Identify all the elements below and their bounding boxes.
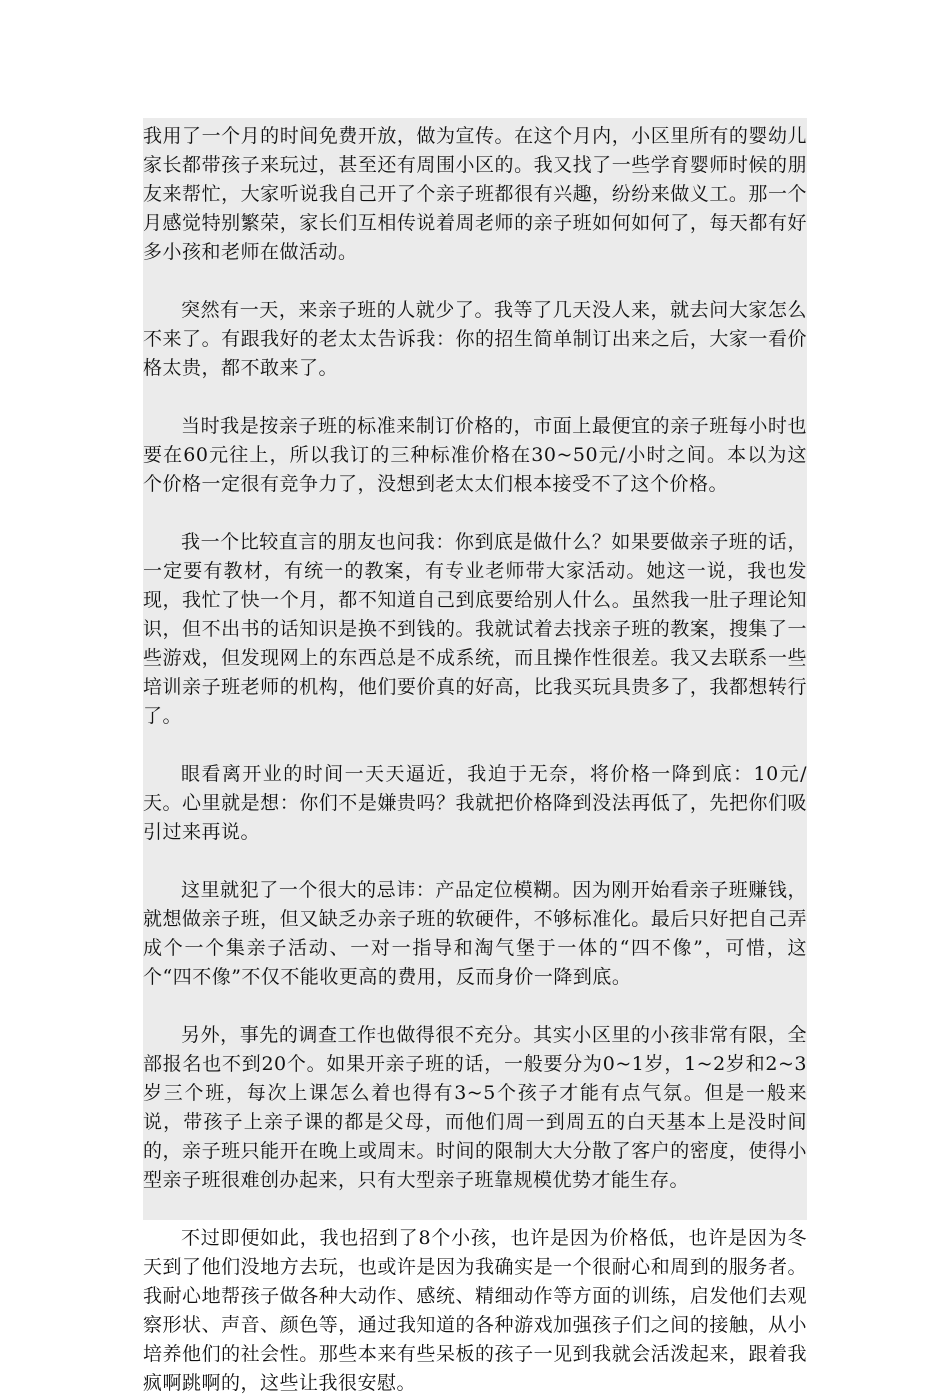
paragraph-4: 我一个比较直言的朋友也问我：你到底是做什么？如果要做亲子班的话，一定要有教材，有统一的教案，有专业老师带大家活动。她这一说，我也发现，我忙了快一个月，都不知道自己到底要给别人什么。虽然我一肚子理论知识，但不出书的话知识是换不到钱的。我就试着去找亲子班的教案，搜集了一些游戏，但发现网上的东西总是不成系统，而且操作性很差。我又去联系一些培训亲子班老师的机构，他们要价真的好高，比我买玩具贵多了，我都想转行了。 <box>143 531 807 727</box>
paragraph-7: 另外，事先的调查工作也做得很不充分。其实小区里的小孩非常有限，全部报名也不到20个。如果开亲子班的话，一般要分为0~1岁，1~2岁和2~3岁三个班，每次上课怎么着也得有3~5个孩子才能有点气氛。但是一般来说，带孩子上亲子课的都是父母，而他们周一到周五的白天基本上是没时间的，亲子班只能开在晚上或周末。时间的限制大大分散了客户的密度，使得小型亲子班很难创办起来，只有大型亲子班靠规模优势才能生存。 <box>143 1024 807 1191</box>
paragraph-8: 不过即便如此，我也招到了8个小孩，也许是因为价格低，也许是因为冬天到了他们没地方去玩，也或许是因为我确实是一个很耐心和周到的服务者。我耐心地帮孩子做各种大动作、感统、精细动作等方面的训练，启发他们去观察形状、声音、颜色等，通过我知道的各种游戏加强孩子们之间的接触，从小培养他们的社会性。那些本来有些呆板的孩子一见到我就会活泼起来，跟着我疯啊跳啊的，这些让我很安慰。 <box>143 1227 807 1394</box>
paragraph-1: 我用了一个月的时间免费开放，做为宣传。在这个月内，小区里所有的婴幼儿家长都带孩子来玩过，甚至还有周围小区的。我又找了一些学育婴师时候的朋友来帮忙，大家听说我自己开了个亲子班都很有兴趣，纷纷来做义工。那一个月感觉特别繁荣，家长们互相传说着周老师的亲子班如何如何了，每天都有好多小孩和老师在做活动。 <box>143 125 807 263</box>
paragraph-3: 当时我是按亲子班的标准来制订价格的，市面上最便宜的亲子班每小时也要在60元往上，所以我订的三种标准价格在30~50元/小时之间。本以为这个价格一定很有竞争力了，没想到老太太们根本接受不了这个价格。 <box>143 415 807 495</box>
document-text-block <box>143 118 807 1394</box>
paragraph-5: 眼看离开业的时间一天天逼近，我迫于无奈，将价格一降到底：10元/天。心里就是想：你们不是嫌贵吗？我就把价格降到没法再低了，先把你们吸引过来再说。 <box>143 763 807 843</box>
paragraph-2: 突然有一天，来亲子班的人就少了。我等了几天没人来，就去问大家怎么不来了。有跟我好的老太太告诉我：你的招生简单制订出来之后，大家一看价格太贵，都不敢来了。 <box>143 299 807 379</box>
paragraph-6: 这里就犯了一个很大的忌讳：产品定位模糊。因为刚开始看亲子班赚钱，就想做亲子班，但又缺乏办亲子班的软硬件，不够标准化。最后只好把自己弄成个一个集亲子活动、一对一指导和淘气堡于一体的“四不像”，可惜，这个“四不像”不仅不能收更高的费用，反而身价一降到底。 <box>143 879 807 988</box>
